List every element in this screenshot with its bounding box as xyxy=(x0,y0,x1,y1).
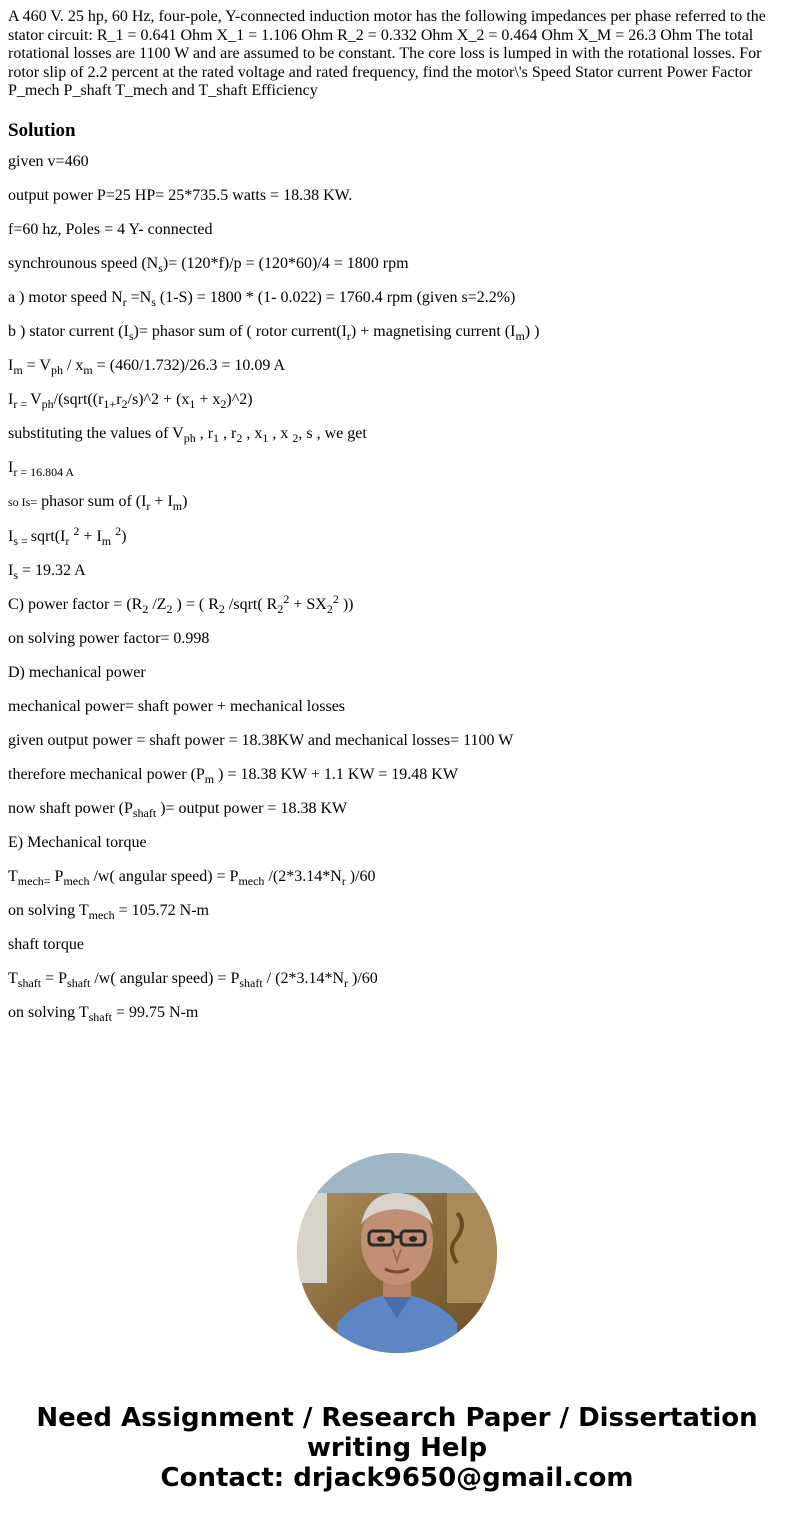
banner-line-2: writing Help xyxy=(306,1433,488,1463)
solution-line: on solving $T_{mech} = 105.72$ N-m xyxy=(8,901,209,922)
solution-line: $I_{r =}$ $V_{ph}/(sqrt((r_{1+}r_2/s)\^{}2 + (x_1$ + $x_2)\^{}2$) xyxy=(8,390,253,411)
solution-line: D) mechanical power xyxy=(8,663,146,681)
solution-line: E) Mechanical torque xyxy=(8,833,147,851)
solution-line: $I_{r = 16.804 A}$ xyxy=(8,458,75,479)
solution-line: b ) stator current $(I_s)=$ phasor sum of ( rotor $current(I_r)$ + magnetising current $(I_m)$ ) xyxy=(8,322,540,343)
banner-line-1: Need Assignment / Research Paper / Dissertation xyxy=(36,1403,758,1433)
solution-line: $T_{mech=}$ $P_{mech}$ /w( angular speed) = $P_{mech}$ $/(2*3.14*N_r$ )/60 xyxy=(8,867,376,888)
solution-line: substituting the values of $V_{ph}$ , $r_1$ , $r_2$ , $x_1$ , x $_2$, s , we get xyxy=(8,424,367,445)
solution-line: a ) motor speed $N_r =N_s$ (1-S) = 1800 * (1- 0.022) = 1760.4 rpm (given s=2.2%) xyxy=(8,288,516,309)
solution-line: shaft torque xyxy=(8,935,84,953)
solution-line: now shaft power ($P_{shaft}$ )= output power = 18.38 KW xyxy=(8,799,348,820)
solution-line: $I_s = 19.32$ A xyxy=(8,561,86,582)
solution-line: output power P=25 HP= 25*735.5 watts = 18.38 KW. xyxy=(8,186,353,204)
solution-line: given output power = shaft power = 18.38KW and mechanical losses= 1100 W xyxy=(8,731,514,749)
solution-line: C) power factor = ($R_2$ $/Z_2$ ) = ( $R_2$ /sqrt( $R_2^2 + SX_2^2$ )) xyxy=(8,591,354,616)
solution-line: therefore mechanical power ($P_m$ ) = 18.38 KW + 1.1 KW = 19.48 KW xyxy=(8,765,458,786)
solution-line: $I_m = V_{ph} / x_m = (460/1.732)/26.3 = 10.09$ A xyxy=(8,356,286,377)
person-portrait-icon xyxy=(297,1153,497,1353)
solution-line: on solving $T_{shaft} = 99.75$ N-m xyxy=(8,1003,199,1024)
question-text: A 460 V. 25 hp, 60 Hz, four-pole, Y-connected induction motor has the following impedances per phase referred to the stator circuit: R_1 = 0.641 Ohm X_1 = 1.106 Ohm R_2 = 0.332 Ohm X_2 = 0.464 Ohm X_M = 26.3 Ohm The total rotational losses are 1100 W and are assumed to be constant. The core loss is lumped in with the rotational losses. For rotor slip of 2.2 percent at the rated voltage and rated frequency, find the motor\'s Speed Stator current Power Factor P_mech P_shaft T_mech and T_shaft Efficiency xyxy=(8,8,766,99)
banner-contact: Contact: drjack9650@gmail.com xyxy=(160,1463,634,1493)
solution-heading: Solution xyxy=(8,119,76,141)
promo-banner xyxy=(0,1403,794,1493)
solution-line: mechanical power= shaft power + mechanical losses xyxy=(8,697,346,715)
author-photo xyxy=(297,1153,497,1353)
solution-line: $I_{s =}$ $sqrt(I_r$ $^2 + I_m$ $^2$) xyxy=(8,523,127,548)
solution-line: so Is= phasor sum of $(I_r + I_m)$ xyxy=(8,492,188,513)
solution-line: synchrounous speed $(N_s)= (120*f)/p = (120*60)/4 = 1800$ rpm xyxy=(8,254,409,275)
solution-line: $T_{shaft} = P_{shaft}$ /w( angular speed) = $P_{shaft} / (2*3.14*N_r$ )/60 xyxy=(8,969,378,990)
solution-line: given v=460 xyxy=(8,152,89,170)
solution-line: on solving power factor= 0.998 xyxy=(8,629,210,647)
solution-line: f=60 hz, Poles = 4 Y- connected xyxy=(8,220,213,238)
